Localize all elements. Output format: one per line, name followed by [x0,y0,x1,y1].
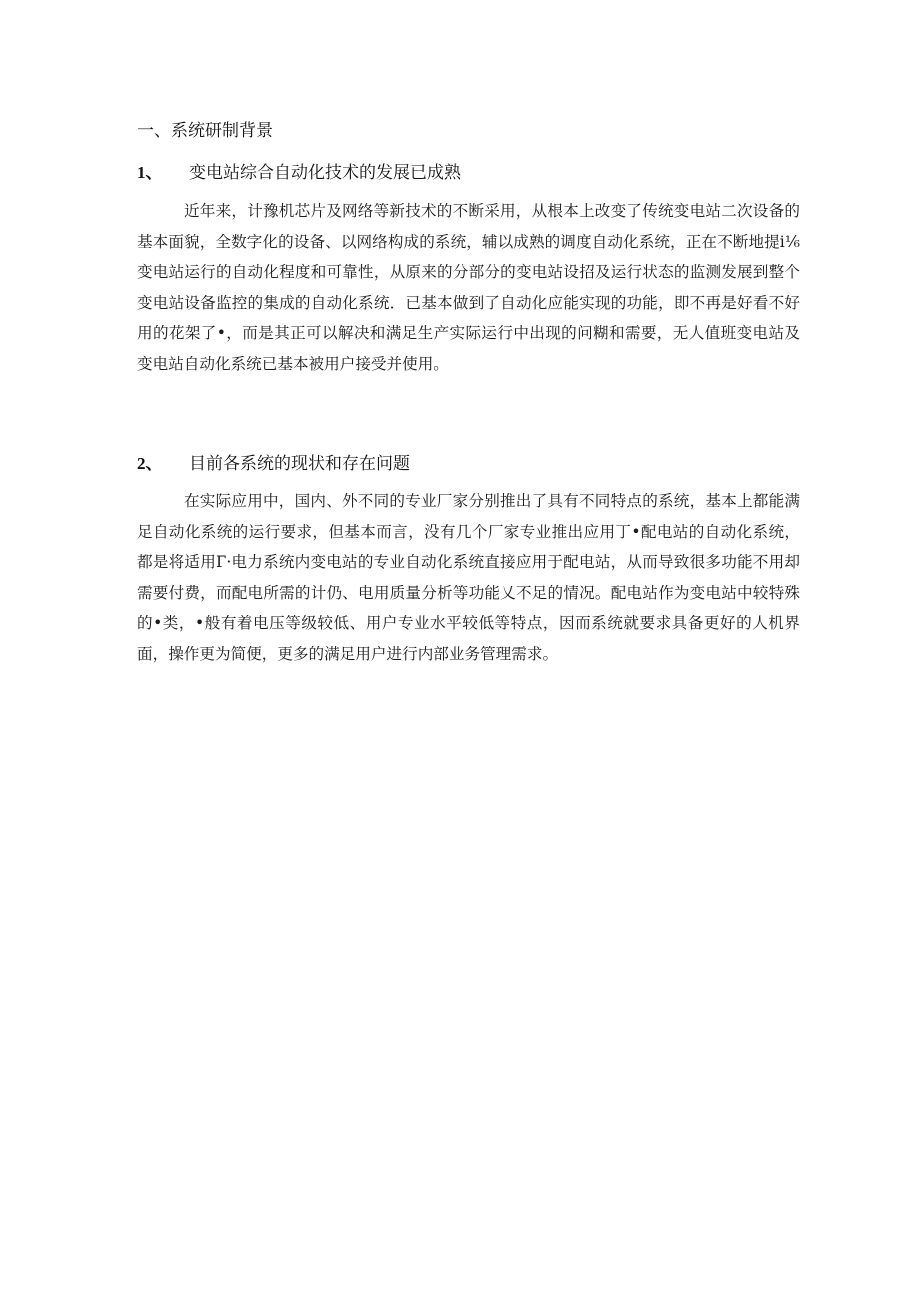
section-1-number: 1、 [137,163,163,182]
section-2-paragraph: 在实际应用中，国内、外不同的专业厂家分别推出了具有不同特点的系统，基本上都能满足自动化系统的运行要求，但基本而言，没有几个厂家专业推出应用丁•配电站的自动化系统，都是将适用Г·电力系统内变电站的专业自动化系统直接应用于配电站，从而导致很多功能不用却需要付费，而配电所需的计仍、电用质量分析等功能乂不足的情况。配电站作为变电站中较特殊的•类，•般有着电压等级较低、用户专业水平较低等特点，因而系统就要求具备更好的人机界面，操作更为简便，更多的满足用户进行内部业务管理需求。 [137,492,800,663]
main-heading: 一、系统研制背景 [137,121,273,141]
section-1-heading [137,163,461,183]
section-1-title: 变电站综合自动化技术的发展已成熟 [189,163,461,183]
section-2-heading [137,454,410,474]
section-1-paragraph: 近年来，计豫机芯片及网络等新技术的不断采用，从根本上改变了传统变电站二次设备的基本面貌，全数字化的设备、以网络构成的系统，辅以成熟的调度自动化系统，正在不断地提i⅙变电站运行的自动化程度和可靠性，从原来的分部分的变电站设招及运行状态的监测发展到整个变电站设备监控的集成的自动化系统．已基本做到了自动化应能实现的功能，即不再是好看不好用的花架了•，而是其正可以解决和满足生产实际运行中出现的问糊和需要，无人值班变电站及变电站自动化系统已基本被用户接受并使用。 [137,202,800,373]
section-2-title: 目前各系统的现状和存在问题 [189,454,410,474]
section-2-number: 2、 [137,454,163,473]
